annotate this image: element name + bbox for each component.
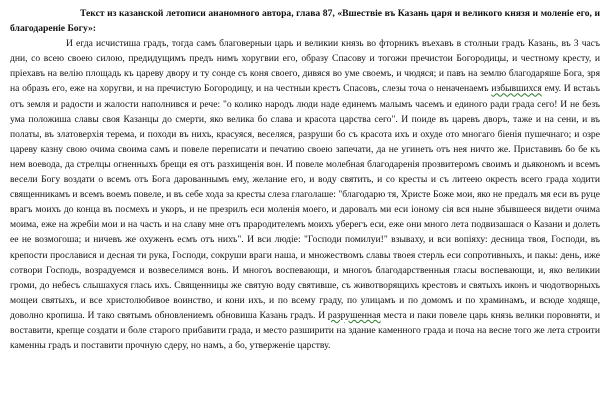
paragraph-text-part-3: места и паки повеле царь князь велики поровняти, и воставити, крепце создати и боле старого прибавити града, и место разширити на здание каменного града и поча на весне того же лета строити каменны градъ и поставити прочную сдеру, но намъ, а бо, утверженіе царству. — [10, 309, 601, 352]
paragraph-text-part-1: И егда исчистиша градъ, тогда самъ благоверныи царь и великии князь во фторникъ въехавъ в столныи градъ Казань, въ 3 часъ дни, со всею своею силою, предидущимъ предъ нимъ хоругвии его, образу Спасову и тогожи пречистои Богородицы, и честному кресту, и пріехавъ на велію площадь къ цареву двору и ту сонде съ коня своего, дивяся во уме своемъ, и чюдяся; и павъ на землю благодаряше Бога, зря на образъ его, еже на хоругви, и на пречистую Богородицу, и на честныи крестъ Спасовъ, слезы точа о неначенаемъ — [10, 38, 600, 95]
paragraph-text-part-2: ему. И встаьъ отъ земля и радости и жалости наполнився и рече: "о колико народъ люди наде единемъ малымъ часемъ и единого ради града сего! И не безъ ума положиша славы своя Казанцы до смерти, яко велика бо слава и красота царства сего". И поиде въ царевъ дворъ, таже и на сени, и въ полаты, въ златоверхія терема, и походи въ нихъ, красуяся, веселяся, разруши бо съ красота ихъ и охуде ото многаго біенія пушечнаго; и озре цареву казну свою очима своима самъ и повеле переписати и печатию своею запечати, да не угинеть отъ нея ничто же. Приставивъ бо бе къ нем воевода, да стрелцы огненныхъ брещи ея отъ разхищенія вон. И повеле молебная благодаренія прозвитеромъ своимъ и дьякономъ и всемъ весели Богу воздати о всемъ отъ Бога дарованнымъ ему, желание его, и воду святить, и со кресты и съ литеею окресть всего града ходити священникамъ и всемъ воемъ повеле, и въ себе хода за кресты слеза глаголаше: "благодарю тя, Христе Боже мои, яко не предалъ мя еси въ руце врагъ моихъ до конца въ посмехъ и укоръ, и не презрилъ еси моленія моего, и даровалъ ми еси іоному сія вся ныне збывшееся видети очима моима, еже на жребіи мои и на часть и на славу мне отъ прародителемъ моихъ уберегъ еси, еже они много лета подвизашася о Казани и долеть ее не возмогоша; и ничевъ же охуженъ есмъ отъ нихъ". И вси людіе: "Господи помилуи!" взываху, и вси вопіяху: десница твоя, Господи, въ крепости прославися и десная ти рука, Господи, сокруши враги наша, и множествомъ славы твоея стерль еси сопротивныхъ, и пакы: день, иже сотвори Господь, возрадуемся и возвеселимся вонь. И многоъ воспевающи, и многоъ благодарственныя гласы воспевающи, и, яко великии громи, до небесъ слышахуся глась ихъ. Священницы же святую воду святивше, съ животворящихъ крестовъ и святыхъ иконъ и чюдотворныхъ мощеи святыхъ, и все христолюбивое воинство, и кони ихъ, и по всему граду, по улицамъ и по домомъ и по храминамъ, и всюде ходяще, доволно кропиша. И тако святымъ обновлениемъ обновиша Казань градъ. И — [10, 83, 600, 321]
document-heading: Текст из казанской летописи ананомного автора, глава 87, «Вшествіе въ Казань царя и великого князя и моленіе его, и благодареніе Богу»: — [10, 8, 600, 35]
underlined-word-2: разрушенная — [327, 309, 381, 321]
document-body-paragraph — [10, 36, 600, 353]
underlined-word-1: избывшихся — [491, 83, 542, 95]
